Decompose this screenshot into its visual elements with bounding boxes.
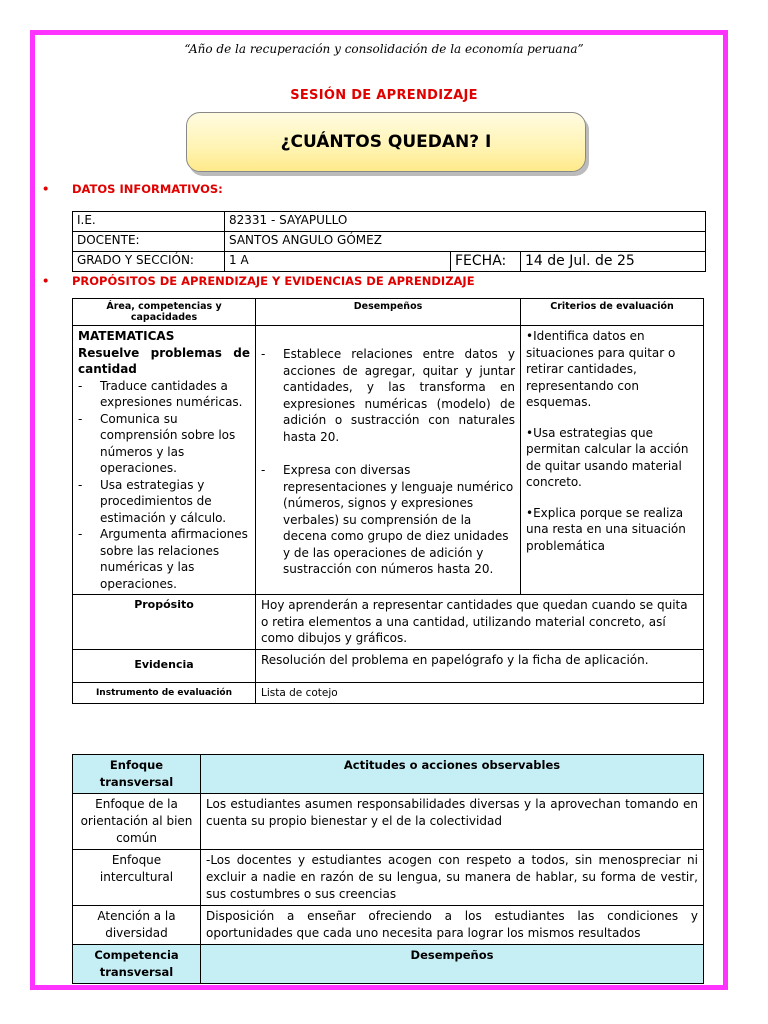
area-cell [73,326,256,595]
main-title: ¿CUÁNTOS QUEDAN? I [280,132,492,152]
ie-label: I.E. [73,212,225,232]
criterios-cell [521,326,704,595]
session-title: SESIÓN DE APRENDIZAJE [290,88,478,103]
desempenos-header: Desempeños [201,945,704,984]
grado-label: GRADO Y SECCIÓN: [73,252,225,272]
info-table [72,211,706,272]
fecha-value: 14 de Jul. de 25 [521,252,706,272]
enfoques-table [72,754,704,984]
docente-value: SANTOS ANGULO GÓMEZ [225,232,706,252]
header-area: Área, competencias y capacidades [73,299,256,326]
section-propositos [42,274,475,288]
table-row [73,595,704,650]
table-header-row [73,299,704,326]
section-datos-label: DATOS INFORMATIVOS: [72,182,223,196]
table-row [73,212,706,232]
enfoque-name: Enfoque intercultural [73,850,201,906]
table-row [73,252,706,272]
table-row [73,850,704,906]
ie-value: 82331 - SAYAPULLO [225,212,706,232]
evidencia-text: Resolución del problema en papelógrafo y la ficha de aplicación. [256,649,704,682]
instrumento-label: Instrumento de evaluación [73,682,256,704]
proposito-text: Hoy aprenderán a representar cantidades que quedan cuando se quita o retira elementos a una cantidad, utilizando material concreto, así como dibujos y gráficos. [256,595,704,650]
enfoque-text: Disposición a enseñar ofreciendo a los estudiantes las condiciones y oportunidades que cada uno necesita para lograr los mismos resultados [201,906,704,945]
instrumento-text: Lista de cotejo [256,682,704,704]
header-desempenos: Desempeños [256,299,521,326]
grado-value: 1 A [225,252,451,272]
table-row [73,682,704,704]
enfoque-text: Los estudiantes asumen responsabilidades diversas y la aprovechan tomando en cuenta su propio bienestar y el de la colectividad [201,794,704,850]
list-item: - Traduce cantidades a expresiones numéricas. [78,378,250,411]
section-propositos-label: PROPÓSITOS DE APRENDIZAJE Y EVIDENCIAS DE APRENDIZAJE [72,274,475,288]
bullet-icon: • [42,182,50,196]
table-row [73,649,704,682]
table-row [73,906,704,945]
table-row [73,945,704,984]
proposito-label: Propósito [73,595,256,650]
table-header-row [73,755,704,794]
motto: “Año de la recuperación y consolidación de la economía peruana” [184,42,584,56]
criterio-item: •Identifica datos en situaciones para quitar o retirar cantidades, representando con esquemas. [526,329,676,409]
list-item: - Expresa con diversas representaciones y lenguaje numérico (números, signos y expresiones verbales) su comprensión de la decena como grupo de diez unidades y de las operaciones de adición y sustracción con números hasta 20. [261,462,515,578]
fecha-label: FECHA: [451,252,521,272]
docente-label: DOCENTE: [73,232,225,252]
competencia-name: Resuelve problemas de cantidad [78,345,250,376]
list-item: - Establece relaciones entre datos y acciones de agregar, quitar y juntar cantidades, y las transforma en expresiones numéricas (modelo) de adición o sustracción con naturales hasta 20. [261,346,515,445]
desempenos-cell [256,326,521,595]
competencia-transversal-header: Competencia transversal [73,945,201,984]
evidencia-label: Evidencia [73,649,256,682]
main-title-box [186,112,586,172]
list-item: - Argumenta afirmaciones sobre las relaciones numéricas y las operaciones. [78,526,250,592]
enfoque-name: Atención a la diversidad [73,906,201,945]
area-name: MATEMATICAS [78,329,175,343]
competencias-table [72,298,704,704]
criterio-item: •Explica porque se realiza una resta en una situación problemática [526,505,686,553]
list-item: - Comunica su comprensión sobre los números y las operaciones. [78,411,250,477]
enfoque-header: Enfoque transversal [73,755,201,794]
actitudes-header: Actitudes o acciones observables [201,755,704,794]
desempenos-list [261,346,515,578]
section-datos [42,182,223,196]
header-criterios: Criterios de evaluación [521,299,704,326]
table-row [73,326,704,595]
enfoque-text: -Los docentes y estudiantes acogen con respeto a todos, sin menospreciar ni excluir a nadie en razón de su lengua, su manera de hablar, su forma de vestir, sus costumbres o sus creencias [201,850,704,906]
bullet-icon: • [42,274,50,288]
enfoque-name: Enfoque de la orientación al bien común [73,794,201,850]
list-item: - Usa estrategias y procedimientos de estimación y cálculo. [78,477,250,527]
criterio-item: •Usa estrategias que permitan calcular la acción de quitar usando material concreto. [526,425,689,489]
table-row [73,232,706,252]
table-row [73,794,704,850]
capacidades-list [78,378,250,593]
